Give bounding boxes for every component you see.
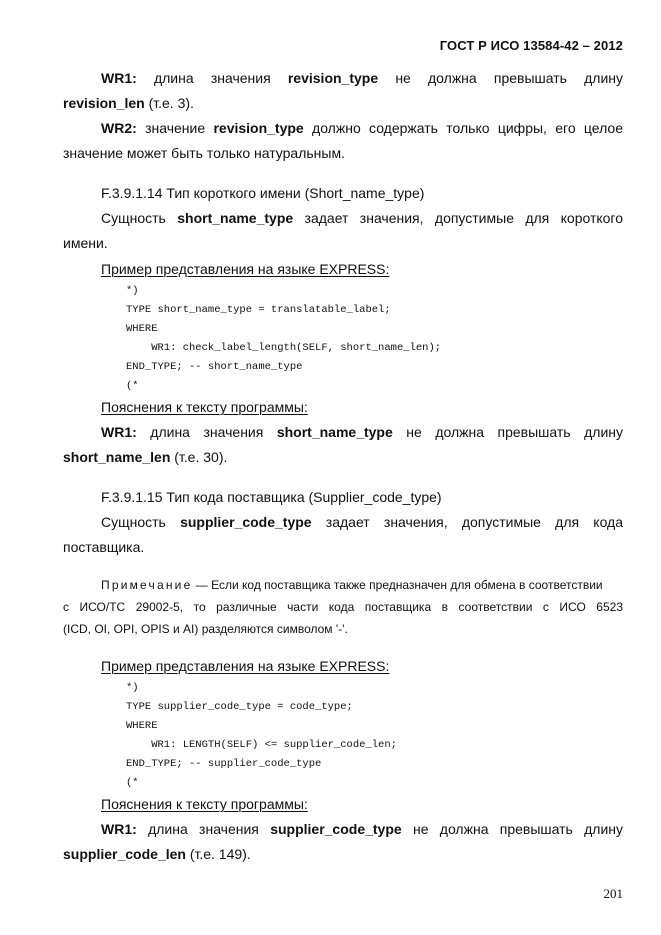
example-label [101,658,623,674]
short-name-entity-line [101,210,623,226]
text-span: Сущность [101,514,166,530]
term-short-name-type: short_name_type [177,210,294,226]
example-label-text: Пример представления на языке EXPRESS: [101,261,390,277]
text-span: Сущность [101,210,166,226]
text-span: (т.е. 30). [170,449,228,465]
note-line1 [101,578,623,592]
term-revision-len: revision_len [63,95,145,111]
text-span: длина значения [150,424,264,440]
revision-wr2-line [101,120,623,136]
revision-wr1-line2 [63,95,623,111]
term-revision-type: revision_type [213,120,304,136]
text-span: длина значения [153,70,271,86]
text-span: не должна превышать длину [395,70,624,86]
note-line2: с ИСО/ТС 29002-5, то различные части кода поставщика в соответствии с ИСО 6523 [63,600,623,614]
section-heading-short-name: F.3.9.1.14 Тип короткого имени (Short_name_type) [101,185,425,201]
text-span: длина значения [148,821,259,837]
text-span: — Если код поставщика также предназначен для обмена в соответствии [192,578,603,592]
supplier-wr1-line [101,821,623,837]
section-heading-supplier-code: F.3.9.1.15 Тип кода поставщика (Supplier_code_type) [101,489,442,505]
explain-label [101,399,623,415]
text-span: не должна превышать длину [406,424,623,440]
wr1-label: WR1: [101,821,137,837]
document-header: ГОСТ Р ИСО 13584-42 – 2012 [439,38,623,53]
text-span: (т.е. 149). [185,846,251,862]
wr1-label: WR1: [101,424,137,440]
code-line: TYPE supplier_code_type = code_type; [126,701,353,713]
code-line: TYPE short_name_type = translatable_label; [126,304,391,316]
code-line: WR1: check_label_length(SELF, short_name_len); [126,342,442,354]
code-line: *) [126,285,139,297]
example-label [101,261,623,277]
code-line: WR1: LENGTH(SELF) <= supplier_code_len; [126,739,397,751]
code-line: *) [126,682,139,694]
term-supplier-code-len: supplier_code_len [63,846,186,862]
code-line: END_TYPE; -- short_name_type [126,361,303,373]
code-line: WHERE [126,720,158,732]
code-line: (* [126,777,139,789]
supplier-entity-line [101,514,623,530]
term-supplier-code-type: supplier_code_type [180,514,312,530]
revision-wr2-line2: значение может быть только натуральным. [63,145,345,161]
note-line3: (ICD, OI, OPI, OPIS и AI) разделяются символом '-'. [63,622,348,636]
text-span: задает значения, допустимые для короткого [304,210,624,226]
wr2-label: WR2: [101,120,137,136]
revision-wr1-line [101,70,623,86]
text-span: значение [136,120,214,136]
explain-label-text: Пояснения к тексту программы: [101,399,308,415]
short-name-wr1-line [101,424,623,440]
short-name-wr1-line2 [63,449,623,465]
text-span: должно содержать только цифры, его целое [303,120,624,136]
code-line: (* [126,380,139,392]
explain-label [101,796,623,812]
text-span: задает значения, допустимые для кода [325,514,624,530]
text-span: не должна превышать длину [412,821,624,837]
supplier-wr1-line2 [63,846,623,862]
term-short-name-type: short_name_type [276,424,393,440]
supplier-entity-line2: поставщика. [63,539,145,555]
text-span: (т.е. 3). [144,95,194,111]
wr1-label: WR1: [101,70,137,86]
short-name-entity-line2: имени. [63,235,108,251]
example-label-text: Пример представления на языке EXPRESS: [101,658,390,674]
term-revision-type: revision_type [287,70,379,86]
code-line: END_TYPE; -- supplier_code_type [126,758,322,770]
code-line: WHERE [126,323,158,335]
page-number: 201 [603,886,623,901]
term-supplier-code-type: supplier_code_type [270,821,402,837]
term-short-name-len: short_name_len [63,449,171,465]
note-label: Примечание [101,578,193,592]
explain-label-text: Пояснения к тексту программы: [101,796,308,812]
